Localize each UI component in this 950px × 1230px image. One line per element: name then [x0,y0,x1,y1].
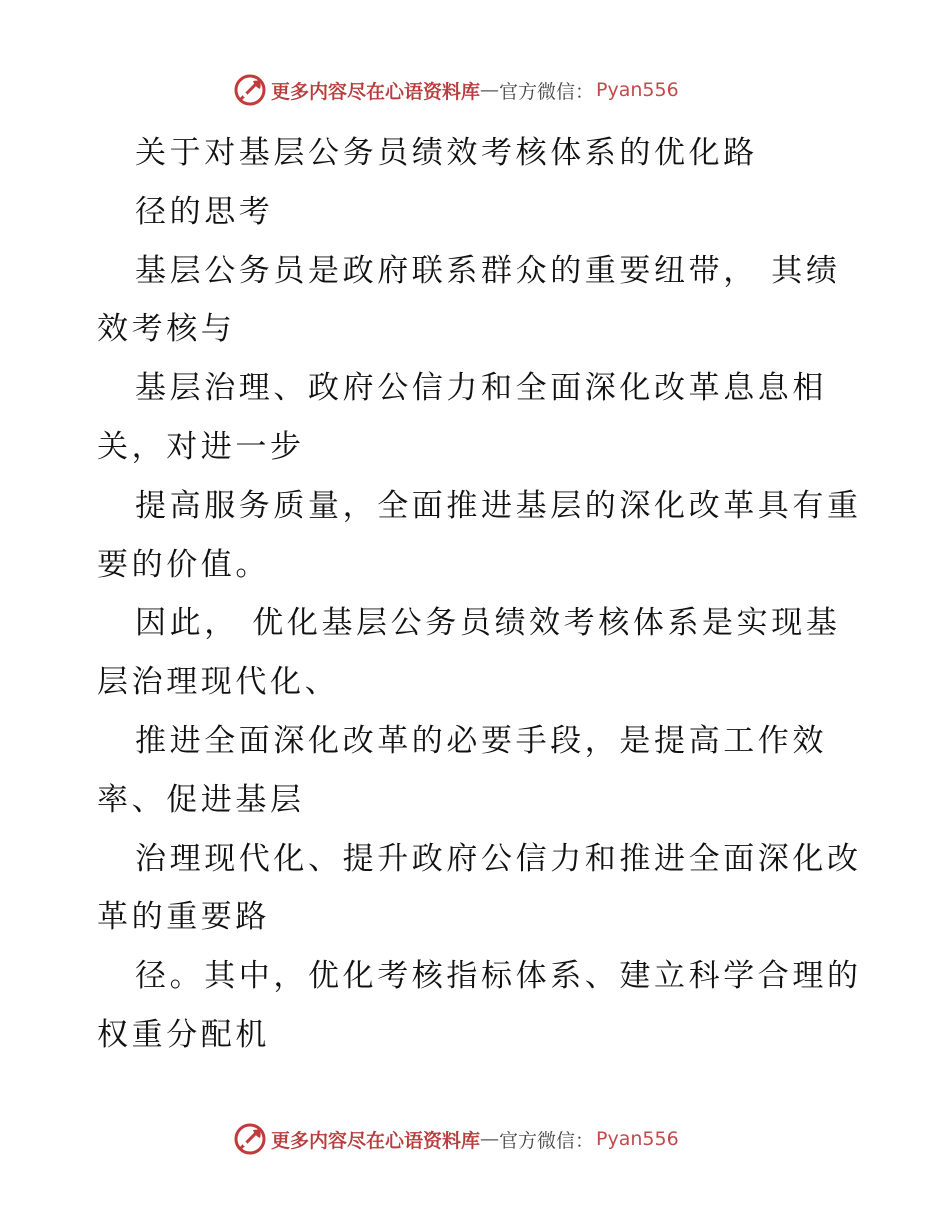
header-wechat-label: 官方微信： [499,80,595,103]
text-line: 治理现代化、提升政府公信力和推进全面深化改 [135,840,862,877]
text-line: 层治理现代化、 [97,664,340,701]
text-line: 关，对进一步 [97,428,305,465]
text-line: 基层治理、政府公信力和全面深化改革息息相 [135,370,827,407]
text-line: 要的价值。 [97,546,270,583]
footer-separator: — [480,1128,500,1150]
footer-banner [233,1121,679,1157]
text-line: 率、促进基层 [97,781,305,818]
text-line: 径的思考 [135,193,274,230]
footer-brand-text: 更多内容尽在心语资料库 [271,1129,481,1152]
header-separator: — [480,79,500,101]
text-line: 因此， 优化基层公务员绩效考核体系是实现基 [135,605,841,642]
text-line: 径。其中，优化考核指标体系、建立科学合理的 [135,958,862,995]
footer-wechat-id: Pyan556 [596,1128,679,1150]
text-line: 权重分配机 [97,1016,270,1053]
quill-logo-icon [233,1122,267,1156]
text-line: 推进全面深化改革的必要手段，是提高工作效 [135,722,827,759]
header-banner [233,72,679,108]
text-line: 基层公务员是政府联系群众的重要纽带， 其绩 [135,252,841,289]
text-line: 关于对基层公务员绩效考核体系的优化路 [135,135,758,171]
text-line: 效考核与 [97,311,236,348]
quill-logo-icon [233,73,267,107]
document-body [97,124,862,1065]
header-wechat-id: Pyan556 [596,79,679,101]
footer-wechat-label: 官方微信： [499,1129,595,1152]
header-brand-text: 更多内容尽在心语资料库 [271,80,481,103]
text-line: 提高服务质量，全面推进基层的深化改革具有重 [135,487,862,524]
text-line: 革的重要路 [97,899,270,936]
